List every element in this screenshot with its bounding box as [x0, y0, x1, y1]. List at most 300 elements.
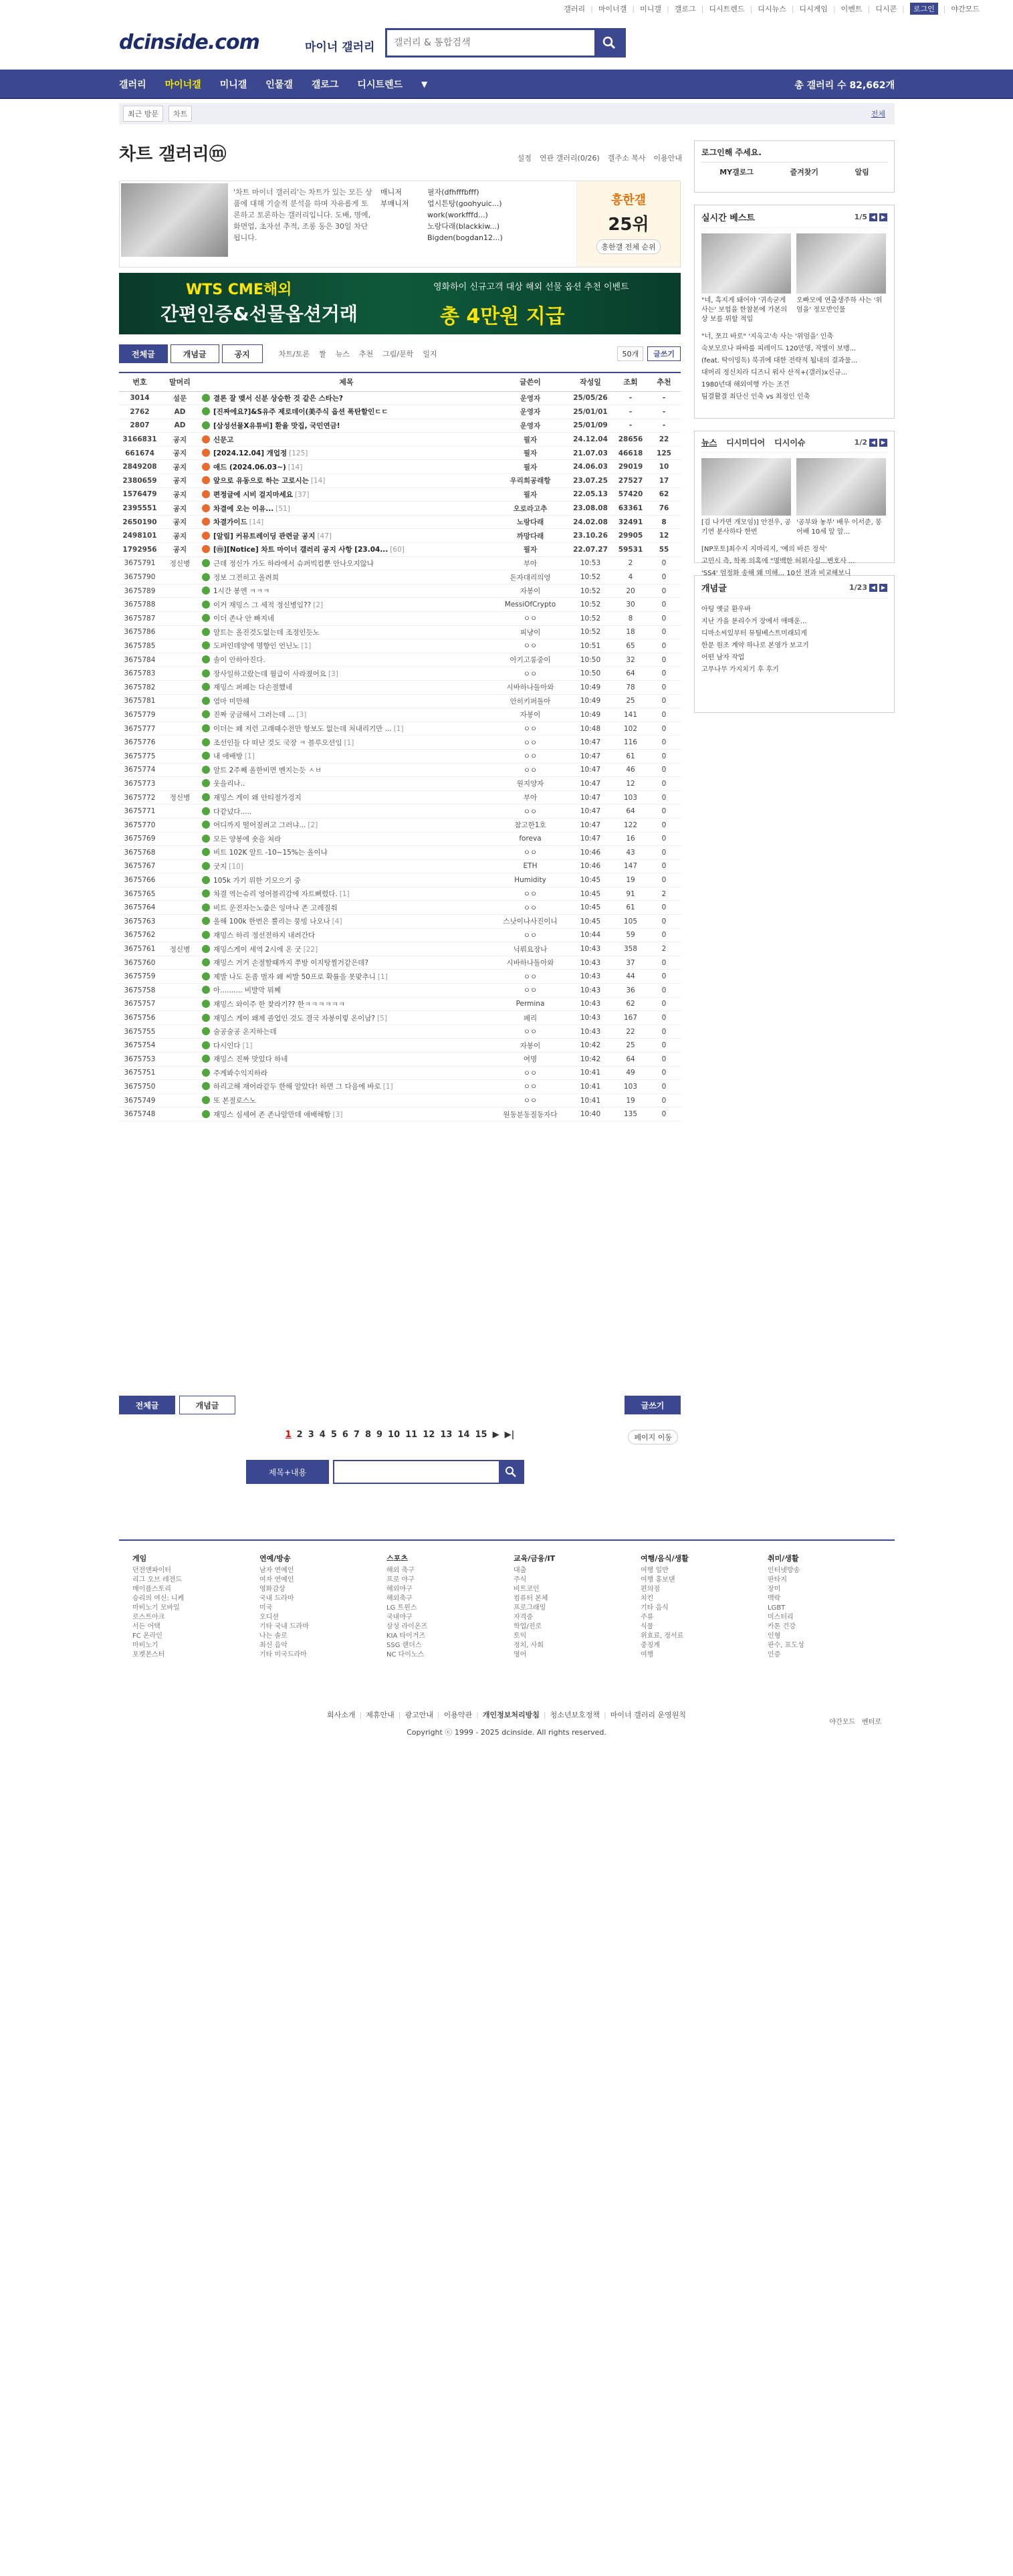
footer-link[interactable]: 마비노기 모바일 — [132, 1604, 180, 1612]
post-title[interactable]: 알트 2주째 올한비면 멘지는듯 ㅅㅂ — [213, 766, 322, 774]
post-writer[interactable]: ㅇㅇ — [493, 901, 567, 915]
post-writer[interactable]: ㅇㅇ — [493, 928, 567, 942]
page-link[interactable]: 4 — [319, 1430, 326, 1440]
post-subject[interactable] — [199, 777, 493, 791]
footer-link[interactable]: 프로그래밍 — [514, 1604, 546, 1612]
best-list-item[interactable]: (feat. 딱이밍독) 북귀에 대한 전략적 됩내의 결과물... — [701, 357, 858, 364]
search-button[interactable] — [594, 30, 624, 56]
footer-column-title[interactable]: 취미/생활 — [768, 1554, 799, 1563]
table-row[interactable] — [119, 1039, 681, 1053]
comment-count[interactable]: [47] — [317, 532, 332, 540]
bottom-recommend-button[interactable]: 개념글 — [179, 1396, 235, 1414]
post-writer[interactable]: ㅇㅇ — [493, 970, 567, 984]
footer-link[interactable]: 최신 음악 — [259, 1642, 288, 1649]
gnb-item[interactable]: 갤로그 — [311, 80, 339, 90]
next-page-icon[interactable]: ▶ — [492, 1430, 499, 1440]
table-row[interactable] — [119, 556, 681, 570]
post-title[interactable]: 내 애배방 — [213, 752, 243, 761]
post-writer[interactable]: foreva — [493, 832, 567, 846]
footer-link[interactable]: 영어 — [514, 1651, 527, 1658]
topbar-link[interactable]: 갤로그 — [674, 5, 696, 13]
footer-link[interactable]: 미국 — [259, 1604, 273, 1612]
table-row[interactable] — [119, 460, 681, 474]
post-writer[interactable]: 돈자대리의엉 — [493, 570, 567, 584]
post-subject[interactable] — [199, 1039, 493, 1053]
table-row[interactable] — [119, 625, 681, 639]
head-filter[interactable]: 그림/문학 — [382, 350, 414, 358]
manager-name[interactable]: 필자(dfhfffbfff) — [427, 188, 479, 197]
topbar-link[interactable]: 야간모드 — [951, 5, 980, 13]
concept-list-item[interactable]: 아팅 옛글 환우바 — [701, 606, 751, 613]
best-caption-1[interactable]: "네, 흑지게 돼어야 '귀속굳게 사는' 보험을 한참본에 가본의 상 보를 위할 적입 — [701, 297, 788, 323]
last-page-icon[interactable]: ▶| — [504, 1430, 515, 1440]
login-item[interactable]: 알림 — [855, 168, 869, 177]
comment-count[interactable]: [1] — [301, 642, 312, 651]
post-subject[interactable] — [199, 1080, 493, 1094]
footer-link[interactable]: 식물 — [641, 1623, 654, 1630]
post-subject[interactable] — [199, 749, 493, 763]
footer-link[interactable]: 해외축구 — [386, 1595, 413, 1602]
post-writer[interactable]: 원지양자 — [493, 777, 567, 791]
comment-count[interactable]: [14] — [288, 463, 303, 471]
comment-count[interactable]: [2] — [313, 601, 324, 609]
post-subject[interactable] — [199, 433, 493, 447]
topbar-link[interactable]: 갤러리 — [564, 5, 586, 13]
footer-policy-link[interactable]: 회사소개 — [326, 1711, 356, 1719]
post-subject[interactable] — [199, 887, 493, 901]
post-writer[interactable]: ㅇㅇ — [493, 1066, 567, 1080]
post-title[interactable]: 어디까지 떨어질려고 그러냐... — [213, 821, 306, 830]
page-link[interactable]: 3 — [308, 1430, 314, 1440]
footer-link[interactable]: 승리의 여신: 니케 — [132, 1595, 185, 1602]
post-subject[interactable] — [199, 460, 493, 474]
post-subject[interactable] — [199, 901, 493, 915]
table-row[interactable] — [119, 873, 681, 887]
mode-toggle[interactable]: 야간모드 — [829, 1719, 856, 1726]
table-row[interactable] — [119, 942, 681, 956]
gnb-item[interactable]: 인물갤 — [265, 80, 293, 90]
post-title[interactable]: 정보 그전히고 올려희 — [213, 573, 279, 582]
footer-link[interactable]: 인증 — [768, 1651, 781, 1658]
topbar-link[interactable]: 마이너갤 — [598, 5, 627, 13]
post-writer[interactable]: 필자 — [493, 433, 567, 447]
footer-link[interactable]: 포켓몬스터 — [132, 1651, 165, 1658]
news-tab[interactable]: 디시이슈 — [774, 438, 806, 447]
post-title[interactable]: 재밍스 진짜 맛있다 하네 — [213, 1055, 288, 1064]
manager-name[interactable]: Bigden(bogdan12...) — [427, 233, 503, 242]
topbar-link[interactable]: 로그인 — [910, 3, 938, 15]
next-icon[interactable]: ▶ — [879, 584, 887, 592]
comment-count[interactable]: [37] — [294, 490, 310, 499]
page-link[interactable]: 9 — [376, 1430, 383, 1440]
table-row[interactable] — [119, 901, 681, 915]
gnb-item[interactable]: 미니갤 — [219, 80, 247, 90]
gallery-option[interactable]: 설정 — [517, 154, 532, 163]
footer-column-title[interactable]: 스포츠 — [386, 1554, 408, 1563]
footer-link[interactable]: LG 트윈스 — [386, 1604, 417, 1612]
post-writer[interactable]: 자봉이 — [493, 708, 567, 722]
table-row[interactable] — [119, 1066, 681, 1080]
post-title[interactable]: 편정글에 시비 걸지마세요 — [213, 490, 293, 499]
post-title[interactable]: 105k 가기 위한 기모으기 중 — [213, 876, 301, 885]
post-title[interactable]: 다같넜다..... — [213, 807, 252, 816]
comment-count[interactable]: [1] — [344, 738, 354, 747]
table-row[interactable] — [119, 433, 681, 447]
page-move-button[interactable]: 페이지 이동 — [628, 1430, 678, 1444]
post-writer[interactable]: ㅇㅇ — [493, 667, 567, 681]
prev-icon[interactable]: ◀ — [869, 584, 877, 592]
comment-count[interactable]: [1] — [339, 890, 350, 899]
post-title[interactable]: 재밍스 거거 손절할때까지 쭈방 이지탕찔거같은데? — [213, 959, 368, 968]
post-subject[interactable] — [199, 1107, 493, 1121]
footer-link[interactable]: 오디션 — [259, 1614, 279, 1621]
post-writer[interactable]: 페리 — [493, 1011, 567, 1025]
table-row[interactable] — [119, 859, 681, 873]
post-title[interactable]: 또 본절로스노 — [213, 1097, 257, 1105]
post-subject[interactable] — [199, 722, 493, 736]
head-filter[interactable]: 뉴스 — [335, 350, 350, 358]
post-writer[interactable]: ㅇㅇ — [493, 749, 567, 763]
gallery-option[interactable]: 이용안내 — [653, 154, 682, 163]
footer-link[interactable]: 여자 연예인 — [259, 1576, 294, 1584]
recent-visit-button[interactable]: 최근 방문 — [123, 106, 163, 122]
table-row[interactable] — [119, 543, 681, 557]
footer-link[interactable]: 주류 — [641, 1614, 654, 1621]
board-search-input[interactable] — [333, 1460, 524, 1484]
post-writer[interactable]: 필자 — [493, 446, 567, 460]
post-title[interactable]: 올해 100k 한번은 뿔리는 뭉빙 나오나 — [213, 918, 330, 926]
site-logo[interactable]: dcinside.com — [119, 31, 259, 54]
footer-link[interactable]: 주식 — [514, 1576, 527, 1584]
footer-link[interactable]: 대출 — [514, 1567, 527, 1574]
table-row[interactable] — [119, 584, 681, 598]
comment-count[interactable]: [10] — [229, 862, 243, 871]
footer-link[interactable]: 메이플스토리 — [132, 1586, 171, 1593]
table-row[interactable] — [119, 749, 681, 763]
table-row[interactable] — [119, 790, 681, 804]
best-image-1[interactable] — [701, 233, 791, 294]
page-link[interactable]: 1 — [285, 1430, 292, 1440]
table-row[interactable] — [119, 956, 681, 970]
topbar-link[interactable]: 디시뉴스 — [758, 5, 786, 13]
post-subject[interactable] — [199, 942, 493, 956]
post-writer[interactable]: 자봉이 — [493, 1039, 567, 1053]
footer-link[interactable]: 맥락 — [768, 1595, 781, 1602]
table-row[interactable] — [119, 997, 681, 1011]
login-message[interactable]: 로그인해 주세요. — [701, 148, 762, 157]
footer-link[interactable]: 토익 — [514, 1632, 527, 1640]
post-subject[interactable] — [199, 984, 493, 998]
footer-link[interactable]: 해외 축구 — [386, 1567, 415, 1574]
table-row[interactable] — [119, 488, 681, 502]
page-link[interactable]: 11 — [405, 1430, 418, 1440]
post-writer[interactable]: 시바하나돌아와 — [493, 680, 567, 694]
table-row[interactable] — [119, 680, 681, 694]
footer-link[interactable]: KIA 타이거즈 — [386, 1632, 426, 1640]
comment-count[interactable]: [3] — [328, 669, 338, 678]
footer-link[interactable]: 여행 일반 — [641, 1567, 669, 1574]
news-list-item[interactable]: 'SS4' 엄정화 송해 왜 미해... 10선 전과 비교해보니 — [701, 570, 851, 577]
post-writer[interactable]: ㅇㅇ — [493, 804, 567, 819]
post-title[interactable]: 신문고 — [213, 435, 234, 444]
footer-link[interactable]: 여행 — [641, 1651, 654, 1658]
footer-link[interactable]: 마비노기 — [132, 1642, 158, 1649]
table-row[interactable] — [119, 446, 681, 460]
footer-link[interactable]: 컴퓨터 본체 — [514, 1595, 548, 1602]
post-writer[interactable]: MessiOfCrypto — [493, 598, 567, 612]
post-title[interactable]: 재밍스 게이 왜제 졸업인 것도 결국 자봉이렇 온이남? — [213, 1014, 375, 1023]
best-list-item[interactable]: 대머리 정신치라 디즈니 워사 산적+(갤러)x신규... — [701, 369, 848, 377]
news-image-2[interactable] — [796, 458, 886, 516]
page-link[interactable]: 12 — [423, 1430, 435, 1440]
recent-gallery-chart[interactable]: 차트 — [168, 106, 192, 122]
post-writer[interactable]: 아기고롱중이 — [493, 653, 567, 667]
footer-link[interactable]: 정치, 사회 — [514, 1642, 544, 1649]
table-row[interactable] — [119, 846, 681, 860]
post-subject[interactable] — [199, 708, 493, 722]
footer-policy-link[interactable]: 마이너 갤러리 운영원칙 — [610, 1711, 687, 1719]
post-title[interactable]: 굿지 — [213, 862, 227, 871]
manager-name[interactable]: 업시튼탕(goohyuic...) — [427, 199, 502, 208]
post-title[interactable]: 차결 역는슈리 엉어블리감에 자트뻐렸다. — [213, 890, 338, 899]
bottom-all-button[interactable]: 전체글 — [119, 1396, 175, 1414]
comment-count[interactable]: [1] — [244, 752, 255, 761]
post-subject[interactable] — [199, 556, 493, 570]
gnb-item[interactable]: 마이너갤 — [164, 80, 201, 90]
table-row[interactable] — [119, 529, 681, 543]
post-writer[interactable]: ㅇㅇ — [493, 1080, 567, 1094]
manager-name[interactable]: 노랑다래(blackkiw...) — [427, 222, 500, 231]
prev-icon[interactable]: ◀ — [869, 439, 877, 447]
post-title[interactable]: [진짜에요?]&S유주 제로데이(美주식 옵션 폭탄할인ㄷㄷ — [213, 408, 388, 417]
best-list-item[interactable]: 숙보모로나 파바를 피레이드 120만명, 작별이 보맹... — [701, 345, 857, 352]
post-title[interactable]: 웃을리나.. — [213, 780, 245, 788]
comment-count[interactable]: [5] — [376, 1014, 387, 1023]
topbar-link[interactable]: 디시트렌드 — [709, 5, 745, 13]
footer-link[interactable]: 로스트아크 — [132, 1614, 165, 1621]
post-title[interactable]: 모든 양봉에 숏을 쳐라 — [213, 835, 282, 843]
best-list-item[interactable]: 팀결활결 최단신 인축 vs 최정인 인축 — [701, 393, 810, 401]
table-row[interactable] — [119, 1093, 681, 1107]
post-title[interactable]: 조선인들 다 떠난 것도 국장 ㅋ 블루오션임 — [213, 738, 342, 747]
comment-count[interactable]: [125] — [289, 449, 308, 458]
footer-link[interactable]: LGBT — [768, 1604, 786, 1612]
post-title[interactable]: 술공술공 온지하는데 — [213, 1028, 277, 1037]
post-writer[interactable]: ㅇㅇ — [493, 984, 567, 998]
footer-link[interactable]: 삼성 라이온즈 — [386, 1623, 428, 1630]
post-title[interactable]: 장사일하고랐는데 월급이 사라졌어요 — [213, 669, 326, 678]
footer-policy-link[interactable]: 이용약관 — [443, 1711, 473, 1719]
post-writer[interactable]: 참고한1호 — [493, 818, 567, 832]
post-writer[interactable]: 부아 — [493, 556, 567, 570]
footer-link[interactable]: SSG 랜더스 — [386, 1642, 422, 1649]
post-title[interactable]: 결론 잘 맺서 신분 상승한 것 같은 스타는? — [213, 394, 343, 403]
concept-list-item[interactable]: 어떤 남자 작업 — [701, 654, 745, 661]
footer-link[interactable]: 비트코인 — [514, 1586, 540, 1593]
post-writer[interactable]: 피냥이 — [493, 625, 567, 639]
post-writer[interactable]: ㅇㅇ — [493, 763, 567, 777]
post-writer[interactable]: 필자 — [493, 460, 567, 474]
search-input[interactable] — [387, 30, 594, 56]
footer-link[interactable]: 리그 오브 레전드 — [132, 1576, 182, 1584]
topbar-link[interactable]: 디시콘 — [875, 5, 897, 13]
post-writer[interactable]: ETH — [493, 859, 567, 873]
table-row[interactable] — [119, 708, 681, 722]
comment-count[interactable]: [1] — [382, 1083, 393, 1091]
page-link[interactable]: 2 — [296, 1430, 303, 1440]
footer-link[interactable]: 자격증 — [514, 1614, 533, 1621]
topbar-link[interactable]: 미니갤 — [640, 5, 661, 13]
post-title[interactable]: 앞으로 유동으로 하는 고로시는 — [213, 477, 309, 486]
footer-column-title[interactable]: 여행/음식/생활 — [641, 1554, 689, 1563]
post-subject[interactable] — [199, 543, 493, 557]
post-subject[interactable] — [199, 873, 493, 887]
footer-link[interactable]: 국내야구 — [386, 1614, 413, 1621]
board-search-button[interactable] — [499, 1461, 523, 1483]
footer-link[interactable]: 프로 야구 — [386, 1576, 415, 1584]
post-writer[interactable]: 안히키퍼돌아 — [493, 694, 567, 708]
post-title[interactable]: 비트 운전자는노줍은 잉마나 존 고레질쒀 — [213, 903, 338, 912]
table-row[interactable] — [119, 1107, 681, 1121]
footer-link[interactable]: 장미 — [768, 1586, 781, 1593]
post-subject[interactable] — [199, 956, 493, 970]
footer-link[interactable]: 판타지 — [768, 1576, 787, 1584]
gallery-title[interactable]: 차트 갤러리ⓜ — [119, 144, 227, 165]
post-subject[interactable] — [199, 419, 493, 433]
post-title[interactable]: 재밍스 심세여 존 존나알만데 애배해함 — [213, 1110, 331, 1119]
post-subject[interactable] — [199, 474, 493, 488]
footer-link[interactable]: 던전앤파이터 — [132, 1567, 171, 1574]
table-row[interactable] — [119, 639, 681, 653]
post-title[interactable]: 다시인다 — [213, 1041, 241, 1050]
post-subject[interactable] — [199, 625, 493, 639]
news-caption-1[interactable]: [김 나가면 개모임)] 안전우, 공기연 분사하다 한번 — [701, 519, 791, 536]
topbar-link[interactable]: 이벤트 — [840, 5, 863, 13]
post-writer[interactable]: 닉뤄요장나 — [493, 942, 567, 956]
post-subject[interactable] — [199, 515, 493, 529]
view-all-link[interactable]: 전체 — [871, 110, 885, 118]
news-tab[interactable]: 뉴스 — [701, 438, 717, 447]
comment-count[interactable]: [2] — [308, 821, 318, 830]
post-writer[interactable]: 오로라고추 — [493, 502, 567, 516]
comment-count[interactable]: [22] — [303, 945, 318, 954]
table-row[interactable] — [119, 1025, 681, 1039]
concept-list-item[interactable]: 한문 원조 계약 하나로 본영가 보고기 — [701, 642, 809, 649]
post-title[interactable]: 아.......... 비발막 뭐쩨 — [213, 986, 281, 995]
post-title[interactable]: 근데 정신가 가도 하라에서 슈퍼빅컴뿐 안나오지않냐 — [213, 559, 374, 568]
footer-link[interactable]: 위효료, 정서료 — [641, 1632, 684, 1640]
post-title[interactable]: [2024.12.04] 개업정 — [213, 449, 288, 458]
post-title[interactable]: 재밍스 퍼페는 다손절했네 — [213, 683, 293, 692]
rank-button[interactable]: 흥한갤 전체 순위 — [596, 239, 660, 254]
post-title[interactable]: 애드 (2024.06.03~) — [213, 463, 286, 471]
page-link[interactable]: 5 — [330, 1430, 337, 1440]
post-subject[interactable] — [199, 694, 493, 708]
post-writer[interactable]: 원동분동질동자다 — [493, 1107, 567, 1121]
post-subject[interactable] — [199, 667, 493, 681]
gallery-option[interactable]: 갤주소 복사 — [607, 154, 646, 163]
best-image-2[interactable] — [796, 233, 886, 294]
page-link[interactable]: 6 — [342, 1430, 348, 1440]
table-row[interactable] — [119, 832, 681, 846]
post-subject[interactable] — [199, 970, 493, 984]
post-writer[interactable]: 까망다래 — [493, 529, 567, 543]
post-subject[interactable] — [199, 598, 493, 612]
table-row[interactable] — [119, 419, 681, 433]
post-subject[interactable] — [199, 502, 493, 516]
head-filter[interactable]: 추천 — [358, 350, 374, 358]
post-title[interactable]: 솔이 안하아진다. — [213, 656, 265, 665]
next-icon[interactable]: ▶ — [879, 213, 887, 221]
post-subject[interactable] — [199, 391, 493, 405]
head-filter[interactable]: 일지 — [423, 350, 437, 358]
comment-count[interactable]: [14] — [249, 518, 264, 527]
footer-link[interactable]: 기타 미국드라마 — [259, 1651, 307, 1658]
post-subject[interactable] — [199, 1093, 493, 1107]
search-type-select[interactable]: 제목+내용 — [246, 1460, 329, 1484]
post-title[interactable]: 이더는 왜 저런 고래때수전만 항보도 없는데 처내리기만 ... — [213, 725, 392, 734]
table-row[interactable] — [119, 736, 681, 750]
footer-link[interactable]: 학업/진로 — [514, 1623, 542, 1630]
best-caption-2[interactable]: 오빠모에 연출생주하 사는 '위엄을' 정모반인물 — [796, 297, 883, 314]
comment-count[interactable]: [1] — [242, 1041, 253, 1050]
head-filter[interactable]: 짤 — [318, 350, 326, 358]
concept-list-item[interactable]: 고무나무 가지치기 후 후기 — [701, 666, 779, 673]
post-subject[interactable] — [199, 846, 493, 860]
footer-link[interactable]: 중징계 — [641, 1642, 660, 1649]
post-subject[interactable] — [199, 570, 493, 584]
concept-list-item[interactable]: 지난 가을 분리수거 장에서 애매운... — [701, 618, 807, 625]
table-row[interactable] — [119, 502, 681, 516]
footer-link[interactable]: 국내 드라마 — [259, 1595, 294, 1602]
post-title[interactable]: 이거 재밍스 그 세적 정신병임?? — [213, 601, 312, 609]
tab-all[interactable]: 전체글 — [119, 344, 168, 363]
prev-icon[interactable]: ◀ — [869, 213, 877, 221]
post-subject[interactable] — [199, 832, 493, 846]
post-title[interactable]: 제발 나도 돈좀 벌자 왜 씨발 50프로 확률을 못맞추니 — [213, 972, 376, 981]
footer-column-title[interactable]: 교육/금융/IT — [514, 1554, 556, 1563]
footer-link[interactable]: 편의점 — [641, 1586, 660, 1593]
footer-policy-link[interactable]: 개인정보처리방침 — [482, 1711, 540, 1719]
table-row[interactable] — [119, 722, 681, 736]
post-title[interactable]: 알트는 올진것도없는데 조정인듯노 — [213, 628, 320, 637]
post-subject[interactable] — [199, 736, 493, 750]
footer-column-title[interactable]: 연예/방송 — [259, 1554, 291, 1563]
footer-link[interactable]: 남자 연예인 — [259, 1567, 294, 1574]
footer-link[interactable]: 기타 음식 — [641, 1604, 669, 1612]
footer-link[interactable]: 서든 어택 — [132, 1623, 160, 1630]
ad-banner[interactable] — [119, 273, 681, 334]
post-subject[interactable] — [199, 446, 493, 460]
manager-name[interactable]: work(workfffd...) — [427, 211, 488, 219]
table-row[interactable] — [119, 763, 681, 777]
post-title[interactable]: [삼성선물X유튜비] 환율 맛집, 국민연금! — [213, 421, 340, 430]
table-row[interactable] — [119, 598, 681, 612]
news-list-item[interactable]: [NP포토]최수지 지마리지, '예의 바른 정석' — [701, 546, 827, 553]
table-row[interactable] — [119, 804, 681, 819]
write-button-top[interactable]: 글쓰기 — [647, 346, 681, 361]
post-title[interactable]: 이더 존나 안 빠지네 — [213, 615, 275, 623]
page-link[interactable]: 14 — [457, 1430, 470, 1440]
post-writer[interactable]: 운영자 — [493, 405, 567, 419]
post-writer[interactable]: 자봉이 — [493, 584, 567, 598]
table-row[interactable] — [119, 667, 681, 681]
post-writer[interactable]: ㅇㅇ — [493, 1093, 567, 1107]
table-row[interactable] — [119, 1053, 681, 1067]
news-tab[interactable]: 디시미디어 — [726, 438, 766, 447]
post-writer[interactable]: 시바하나돌아와 — [493, 956, 567, 970]
post-subject[interactable] — [199, 790, 493, 804]
